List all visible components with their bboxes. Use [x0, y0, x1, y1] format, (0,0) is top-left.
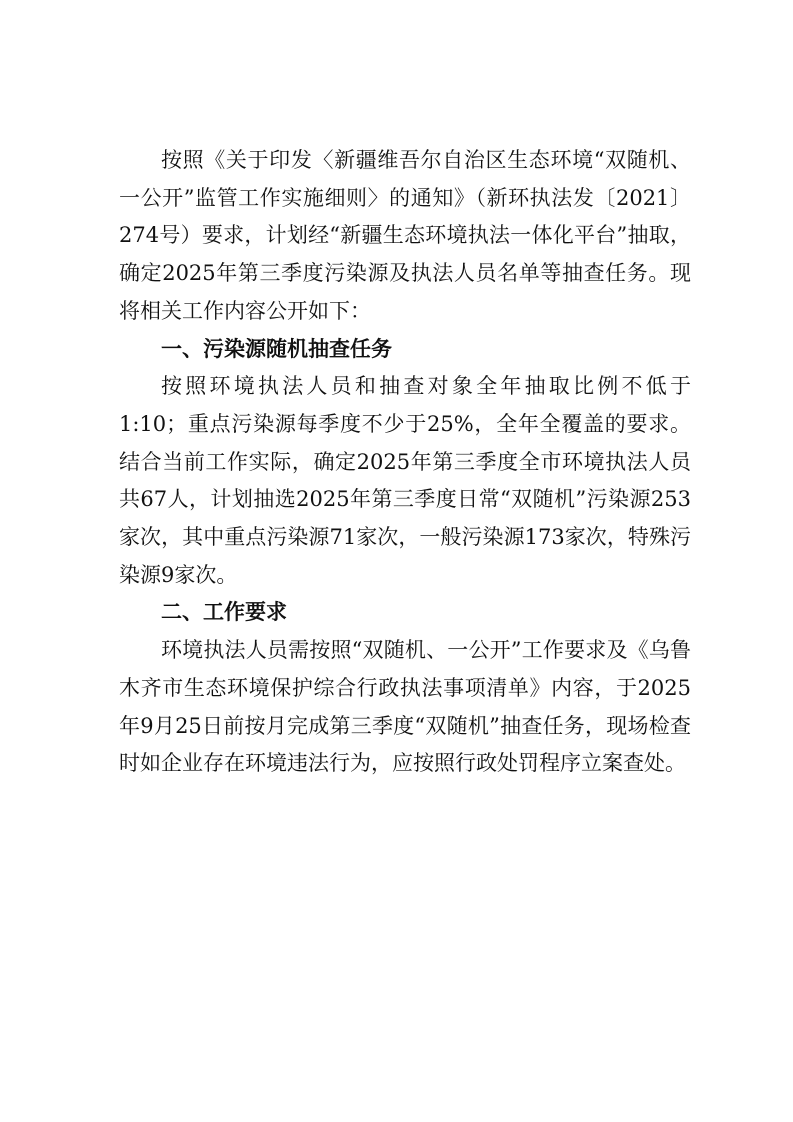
section-heading-work-requirements: 二、工作要求	[161, 600, 287, 625]
intro-paragraph: 按照《关于印发〈新疆维吾尔自治区生态环境“双随机、一公开”监管工作实施细则〉的通知》（新环执法发〔2021〕274号）要求，计划经“新疆生态环境执法一体化平台”抽取，确定2025年第三季度污染源及执法人员名单等抽查任务。现将相关工作内容公开如下：	[119, 148, 691, 323]
document-body	[119, 142, 691, 783]
section-heading-random-inspection: 一、污染源随机抽查任务	[161, 336, 392, 361]
section-body-random-inspection: 按照环境执法人员和抽查对象全年抽取比例不低于1:10；重点污染源每季度不少于25%，全年全覆盖的要求。结合当前工作实际，确定2025年第三季度全市环境执法人员共67人，计划抽选2025年第三季度日常“双随机”污染源253家次，其中重点污染源71家次，一般污染源173家次，特殊污染源9家次。	[119, 374, 691, 587]
section-body-work-requirements: 环境执法人员需按照“双随机、一公开”工作要求及《乌鲁木齐市生态环境保护综合行政执法事项清单》内容，于2025年9月25日前按月完成第三季度“双随机”抽查任务，现场检查时如企业存在环境违法行为，应按照行政处罚程序立案查处。	[119, 638, 691, 776]
